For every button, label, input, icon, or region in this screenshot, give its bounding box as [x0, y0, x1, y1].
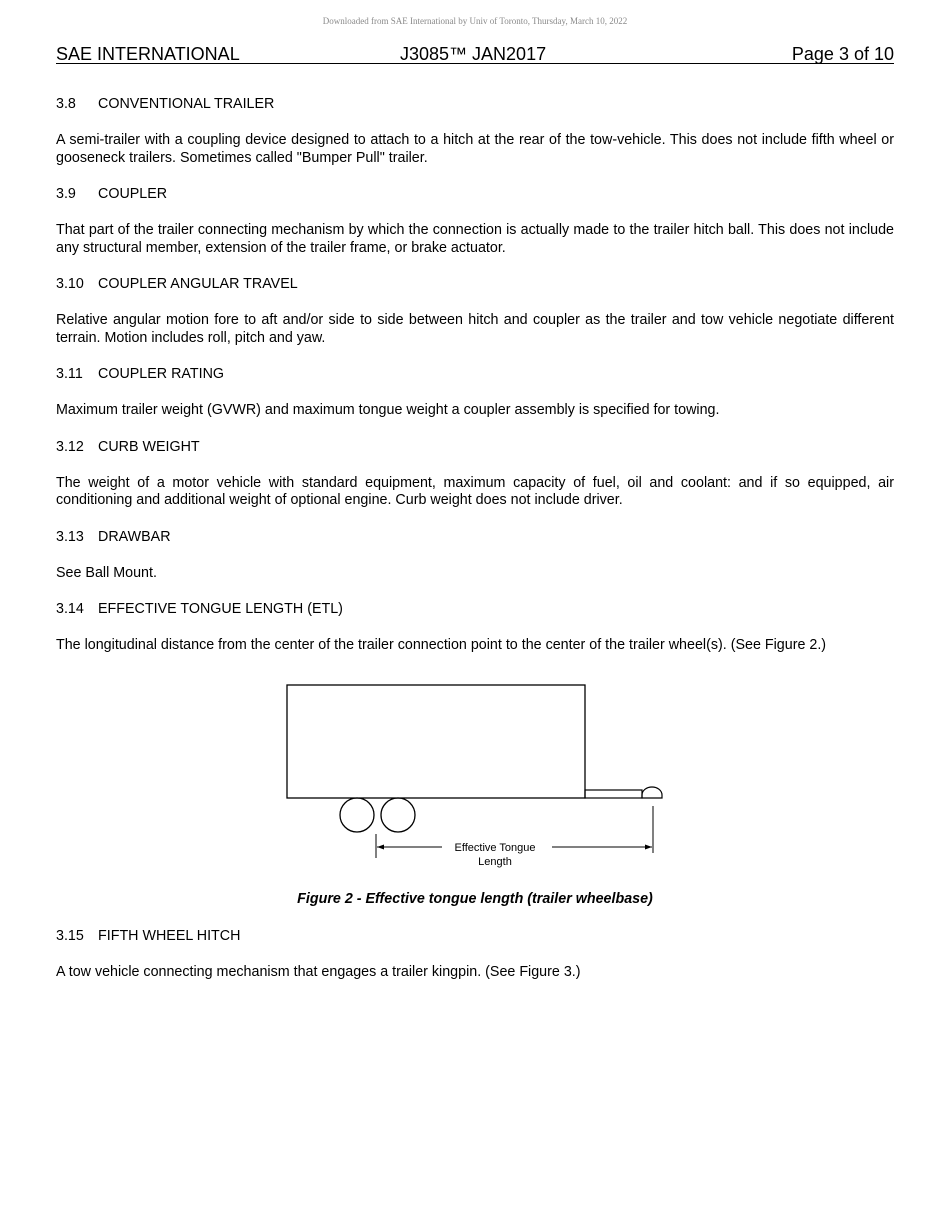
- section-body: A tow vehicle connecting mechanism that engages a trailer kingpin. (See Figure 3.): [56, 964, 581, 980]
- section-heading: 3.9 COUPLER: [56, 186, 168, 202]
- section-heading: 3.15 FIFTH WHEEL HITCH: [56, 928, 241, 944]
- download-watermark: Downloaded from SAE International by Univ of Toronto, Thursday, March 10, 2022: [322, 16, 628, 26]
- header-page-number: Page 3 of 10: [791, 44, 894, 64]
- section-heading: 3.12 CURB WEIGHT: [56, 438, 200, 455]
- section-body: Relative angular motion fore to aft and/or side to side between hitch and coupler as the trailer and tow vehicle negotiate different terrain. Motion includes roll, pitch and yaw.: [56, 312, 894, 346]
- section-body: The longitudinal distance from the center of the trailer connection point to the center of the trailer wheel(s). (See Figure 2.): [56, 637, 827, 653]
- coupler-head: [642, 787, 662, 798]
- dimension-arrow-right: [645, 845, 652, 850]
- section-heading: 3.11 COUPLER RATING: [56, 366, 225, 382]
- section-body: Maximum trailer weight (GVWR) and maximum tongue weight a coupler assembly is specified for towing.: [56, 402, 720, 418]
- dimension-label-line2: Length: [478, 856, 512, 868]
- trailer-wheel-front: [340, 798, 374, 832]
- section-body: That part of the trailer connecting mechanism by which the connection is actually made to the trailer hitch ball. This does not include any structural member, extension of the trailer frame, or brake actuator.: [56, 222, 894, 256]
- section-heading: 3.8 CONVENTIONAL TRAILER: [56, 96, 275, 112]
- dimension-arrow-left: [377, 845, 384, 850]
- trailer-body: [287, 685, 585, 798]
- section-3-15: [56, 928, 894, 982]
- section-heading: 3.14 EFFECTIVE TONGUE LENGTH (ETL): [56, 601, 343, 617]
- trailer-tongue: [585, 790, 642, 798]
- section-heading: 3.10 COUPLER ANGULAR TRAVEL: [56, 276, 298, 292]
- section-heading: 3.13 DRAWBAR: [56, 528, 171, 545]
- dimension-label-line1: Effective Tongue: [454, 842, 536, 854]
- section-body: The weight of a motor vehicle with standard equipment, maximum capacity of fuel, oil and coolant: and if so equipped, air conditioning and additional weight of optional engine. Curb weight does not include driver.: [56, 474, 894, 508]
- header-doc-id: J3085™ JAN2017: [400, 44, 547, 64]
- section-body: A semi-trailer with a coupling device designed to attach to a hitch at the rear of the tow-vehicle. This does not include fifth wheel or gooseneck trailers. Sometimes called "Bumper Pull" trailer.: [56, 132, 894, 166]
- section-body: See Ball Mount.: [56, 564, 157, 581]
- figure-caption: Figure 2 - Effective tongue length (trailer wheelbase): [297, 891, 653, 907]
- trailer-wheel-rear: [381, 798, 415, 832]
- header-org: SAE INTERNATIONAL: [56, 44, 240, 64]
